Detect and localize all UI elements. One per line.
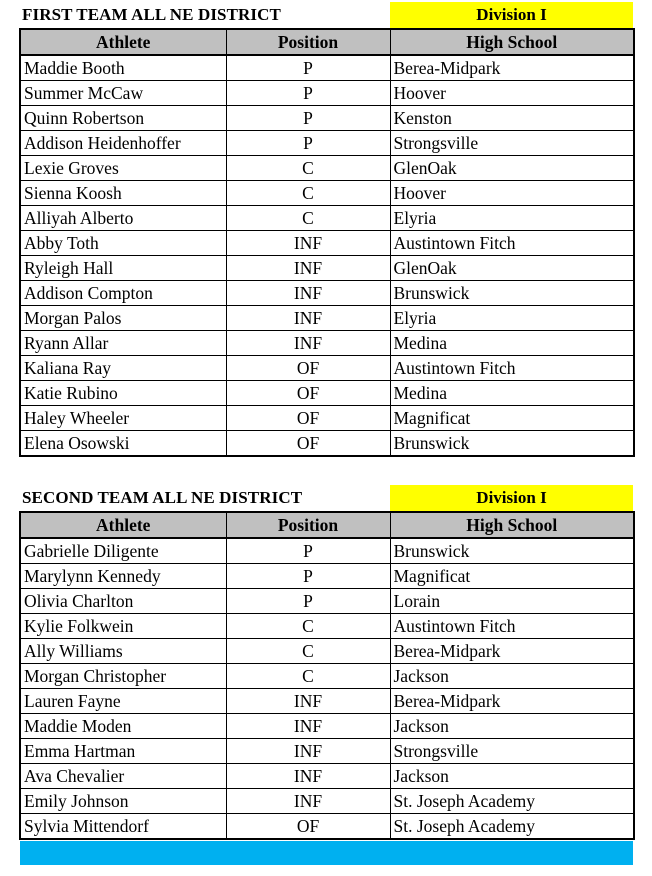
school-cell: Jackson	[390, 714, 634, 739]
table-row	[20, 131, 634, 156]
school-cell: Lorain	[390, 589, 634, 614]
second-team-title: SECOND TEAM ALL NE DISTRICT	[22, 488, 303, 507]
position-cell: INF	[226, 739, 390, 764]
position-cell: P	[226, 131, 390, 156]
table-row	[20, 81, 634, 106]
table-row	[20, 256, 634, 281]
table-row	[20, 55, 634, 81]
second-team-division-badge: Division I	[390, 485, 633, 511]
school-cell: Brunswick	[390, 431, 634, 457]
table-row	[20, 714, 634, 739]
athlete-cell: Addison Heidenhoffer	[20, 131, 226, 156]
position-cell: C	[226, 206, 390, 231]
school-cell: Jackson	[390, 764, 634, 789]
school-cell: Hoover	[390, 81, 634, 106]
position-cell: C	[226, 156, 390, 181]
school-cell: Berea-Midpark	[390, 55, 634, 81]
school-cell: Hoover	[390, 181, 634, 206]
column-header-athlete: Athlete	[20, 512, 226, 538]
table-row	[20, 689, 634, 714]
school-cell: St. Joseph Academy	[390, 814, 634, 840]
table-row	[20, 739, 634, 764]
athlete-cell: Katie Rubino	[20, 381, 226, 406]
table-row	[20, 306, 634, 331]
school-cell: St. Joseph Academy	[390, 789, 634, 814]
school-cell: Kenston	[390, 106, 634, 131]
school-cell: Elyria	[390, 206, 634, 231]
first-team-division-badge: Division I	[390, 2, 633, 28]
position-cell: OF	[226, 356, 390, 381]
school-cell: Berea-Midpark	[390, 689, 634, 714]
school-cell: Medina	[390, 331, 634, 356]
second-team-body	[20, 538, 634, 839]
athlete-cell: Abby Toth	[20, 231, 226, 256]
position-cell: P	[226, 538, 390, 564]
position-cell: INF	[226, 714, 390, 739]
first-team-title-row	[19, 2, 633, 28]
second-team-header-row	[20, 512, 634, 538]
school-cell: Medina	[390, 381, 634, 406]
athlete-cell: Morgan Palos	[20, 306, 226, 331]
column-header-position: Position	[226, 512, 390, 538]
table-row	[20, 356, 634, 381]
column-header-school: High School	[390, 512, 634, 538]
athlete-cell: Marylynn Kennedy	[20, 564, 226, 589]
position-cell: OF	[226, 406, 390, 431]
table-row	[20, 331, 634, 356]
athlete-cell: Emily Johnson	[20, 789, 226, 814]
athlete-cell: Maddie Moden	[20, 714, 226, 739]
school-cell: GlenOak	[390, 156, 634, 181]
first-team-section	[19, 2, 633, 457]
table-row	[20, 106, 634, 131]
athlete-cell: Emma Hartman	[20, 739, 226, 764]
position-cell: P	[226, 81, 390, 106]
first-team-title: FIRST TEAM ALL NE DISTRICT	[22, 5, 281, 24]
athlete-cell: Sienna Koosh	[20, 181, 226, 206]
column-header-school: High School	[390, 29, 634, 55]
athlete-cell: Ryleigh Hall	[20, 256, 226, 281]
athlete-cell: Ava Chevalier	[20, 764, 226, 789]
athlete-cell: Morgan Christopher	[20, 664, 226, 689]
position-cell: INF	[226, 789, 390, 814]
position-cell: C	[226, 639, 390, 664]
table-row	[20, 406, 634, 431]
athlete-cell: Addison Compton	[20, 281, 226, 306]
first-team-header-row	[20, 29, 634, 55]
athlete-cell: Summer McCaw	[20, 81, 226, 106]
position-cell: P	[226, 55, 390, 81]
position-cell: INF	[226, 306, 390, 331]
table-row	[20, 156, 634, 181]
school-cell: Austintown Fitch	[390, 231, 634, 256]
first-team-table	[19, 28, 635, 457]
table-row	[20, 614, 634, 639]
second-team-title-row	[19, 485, 633, 511]
position-cell: OF	[226, 814, 390, 840]
athlete-cell: Haley Wheeler	[20, 406, 226, 431]
second-team-section	[19, 485, 633, 840]
position-cell: INF	[226, 281, 390, 306]
table-row	[20, 589, 634, 614]
first-team-body	[20, 55, 634, 456]
athlete-cell: Gabrielle Diligente	[20, 538, 226, 564]
table-row	[20, 538, 634, 564]
school-cell: Magnificat	[390, 406, 634, 431]
table-row	[20, 181, 634, 206]
athlete-cell: Quinn Robertson	[20, 106, 226, 131]
school-cell: Strongsville	[390, 131, 634, 156]
second-team-table	[19, 511, 635, 840]
athlete-cell: Lexie Groves	[20, 156, 226, 181]
position-cell: P	[226, 106, 390, 131]
table-row	[20, 381, 634, 406]
footer-color-bar	[20, 841, 633, 865]
table-row	[20, 431, 634, 457]
athlete-cell: Maddie Booth	[20, 55, 226, 81]
position-cell: P	[226, 564, 390, 589]
table-row	[20, 814, 634, 840]
school-cell: Brunswick	[390, 538, 634, 564]
position-cell: C	[226, 664, 390, 689]
table-row	[20, 564, 634, 589]
school-cell: Brunswick	[390, 281, 634, 306]
table-row	[20, 639, 634, 664]
position-cell: INF	[226, 764, 390, 789]
school-cell: Berea-Midpark	[390, 639, 634, 664]
table-row	[20, 789, 634, 814]
position-cell: INF	[226, 256, 390, 281]
column-header-athlete: Athlete	[20, 29, 226, 55]
athlete-cell: Kylie Folkwein	[20, 614, 226, 639]
position-cell: P	[226, 589, 390, 614]
athlete-cell: Kaliana Ray	[20, 356, 226, 381]
school-cell: Elyria	[390, 306, 634, 331]
column-header-position: Position	[226, 29, 390, 55]
school-cell: GlenOak	[390, 256, 634, 281]
athlete-cell: Ryann Allar	[20, 331, 226, 356]
position-cell: C	[226, 181, 390, 206]
table-row	[20, 764, 634, 789]
athlete-cell: Olivia Charlton	[20, 589, 226, 614]
table-row	[20, 664, 634, 689]
athlete-cell: Elena Osowski	[20, 431, 226, 457]
table-row	[20, 206, 634, 231]
position-cell: OF	[226, 431, 390, 457]
position-cell: INF	[226, 689, 390, 714]
position-cell: INF	[226, 331, 390, 356]
table-row	[20, 281, 634, 306]
table-row	[20, 231, 634, 256]
athlete-cell: Ally Williams	[20, 639, 226, 664]
position-cell: INF	[226, 231, 390, 256]
athlete-cell: Alliyah Alberto	[20, 206, 226, 231]
school-cell: Strongsville	[390, 739, 634, 764]
school-cell: Austintown Fitch	[390, 356, 634, 381]
school-cell: Austintown Fitch	[390, 614, 634, 639]
school-cell: Magnificat	[390, 564, 634, 589]
position-cell: C	[226, 614, 390, 639]
athlete-cell: Lauren Fayne	[20, 689, 226, 714]
school-cell: Jackson	[390, 664, 634, 689]
athlete-cell: Sylvia Mittendorf	[20, 814, 226, 840]
position-cell: OF	[226, 381, 390, 406]
